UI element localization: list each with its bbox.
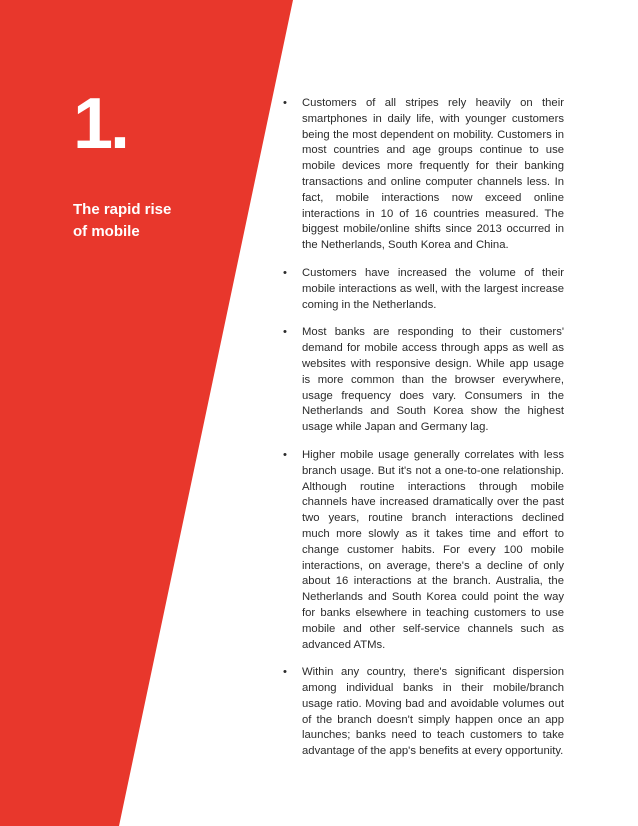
- bullet-item-branch-usage: [282, 448, 564, 653]
- bullet-icon: •: [283, 97, 287, 109]
- bullet-icon: •: [283, 266, 287, 279]
- bullet-item-mobile-reliance: [282, 96, 564, 254]
- bullet-item-dispersion: [282, 665, 564, 760]
- section-number: 1.: [73, 84, 128, 164]
- bullet-item-interaction-volume: [282, 266, 564, 313]
- bullet-text: Customers of all stripes rely heavily on their smartphones in daily life, with younger customers being the most dependent on mobility. Customers in most countries and age groups continue to use mobile devices more frequently for their banking transactions and online computer channels less. In fact, mobile interactions now exceed online interactions in 10 of 16 countries measured. The biggest mobile/online shifts since 2013 occurred in the Netherlands, South Korea and China.: [302, 97, 564, 252]
- bullet-icon: •: [283, 448, 287, 461]
- bullet-icon: •: [283, 666, 287, 679]
- bullet-icon: •: [283, 326, 287, 339]
- section-title-line-1: The rapid rise: [73, 201, 172, 218]
- section-title: [73, 199, 223, 243]
- bullet-list: [282, 96, 564, 772]
- bullet-text: Most banks are responding to their customers' demand for mobile access through apps as well as websites with responsive design. While app usage is more common than the browser everywhere, usage frequency does vary. Consumers in the Netherlands and South Korea show the highest usage while Japan and Germany lag.: [302, 326, 564, 434]
- bullet-text: Within any country, there's significant dispersion among individual banks in their mobile/branch usage ratio. Moving bad and avoidable volumes out of the branch doesn't simply happen once an app launches; banks need to teach customers to take advantage of the app's benefits at every opportunity.: [302, 666, 564, 758]
- bullet-text: Customers have increased the volume of their mobile interactions as well, with the largest increase coming in the Netherlands.: [302, 266, 564, 311]
- red-band-shape: [0, 0, 293, 826]
- section-title-line-2: of mobile: [73, 223, 140, 240]
- bullet-item-bank-response: [282, 325, 564, 436]
- bullet-text: Higher mobile usage generally correlates with less branch usage. But it's not a one-to-one relationship. Although routine interactions through mobile channels have increased dramatically over the past two years, routine branch interactions declined much more slowly as it takes time and effort to change customer habits. For every 100 mobile interactions, on average, there's a decline of only about 16 interactions at the branch. Australia, the Netherlands and South Korea could point the way for banks elsewhere in teaching customers to use mobile and other self-service channels such as advanced ATMs.: [302, 448, 564, 651]
